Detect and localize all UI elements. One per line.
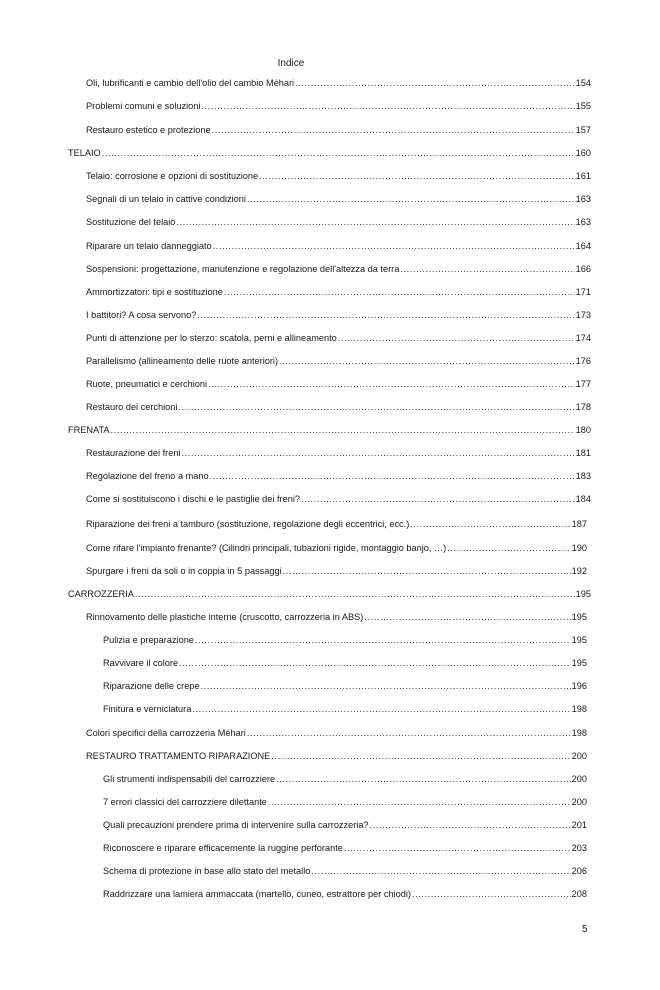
- toc-entry-page: 198: [571, 704, 587, 714]
- toc-entry-page: 200: [571, 774, 587, 784]
- toc-entry: [86, 400, 591, 414]
- toc-leader-dots: [344, 841, 571, 855]
- toc-entry-page: 201: [571, 820, 587, 830]
- toc-entry-page: 173: [575, 310, 591, 320]
- toc-entry: [86, 517, 587, 531]
- toc-entry: [86, 541, 587, 555]
- toc-entry-label: Restauro dei cerchioni: [86, 402, 178, 412]
- toc-leader-dots: [364, 610, 570, 624]
- toc-leader-dots: [201, 679, 571, 693]
- toc-entry-label: Riparare un telaio danneggiato: [86, 241, 212, 251]
- toc-entry: [86, 239, 591, 253]
- toc-entry-label: Come si sostituiscono i dischi e le pastiglie dei freni?: [86, 494, 300, 504]
- toc-entry-label: Riconoscere e riparare efficacemente la ruggine perforante: [103, 843, 343, 853]
- toc-entry: [86, 610, 587, 624]
- toc-entry-page: 206: [571, 866, 587, 876]
- toc-entry-label: Rinnovamento delle plastiche interne (cruscotto, carrozzeria in ABS): [86, 612, 364, 622]
- toc-entry: [103, 656, 587, 670]
- toc-entry: [103, 633, 587, 647]
- toc-entry-label: Punti di attenzione per lo sterzo: scatola, perni e allineamento: [86, 333, 337, 343]
- toc-entry-label: Telaio: corrosione e opzioni di sostituzione: [86, 171, 259, 181]
- toc-entry: [68, 587, 591, 601]
- toc-entry-page: 164: [575, 241, 591, 251]
- toc-entry: [68, 423, 591, 437]
- toc-entry: [103, 772, 587, 786]
- toc-entry-page: 160: [575, 148, 591, 158]
- toc-entry-label: Sostituzione del telaio: [86, 217, 176, 227]
- toc-entry-page: 200: [571, 751, 587, 761]
- toc-title: Indice: [277, 58, 305, 69]
- toc-entry: [86, 308, 591, 322]
- toc-entry-page: 155: [575, 101, 591, 111]
- toc-entry-label: Spurgare i freni da soli o in coppia in 5 passaggi: [86, 566, 282, 576]
- toc-leader-dots: [102, 146, 575, 160]
- toc-entry-label: Quali precauzioni prendere prima di intervenire sulla carrozzeria?: [103, 820, 369, 830]
- toc-entry-label: FRENATA: [68, 425, 110, 435]
- toc-entry-page: 195: [571, 635, 587, 645]
- toc-entry-label: Regolazione del freno a mano: [86, 471, 209, 481]
- toc-entry: [103, 795, 587, 809]
- toc-leader-dots: [111, 423, 575, 437]
- toc-entry: [86, 169, 591, 183]
- toc-leader-dots: [311, 864, 570, 878]
- toc-entry-page: 208: [571, 889, 587, 899]
- toc-entry-label: Restauro estetico e protezione: [86, 125, 211, 135]
- toc-leader-dots: [135, 587, 575, 601]
- toc-leader-dots: [178, 400, 574, 414]
- toc-entry-label: RESTAURO TRATTAMENTO RIPARAZIONE: [86, 751, 271, 761]
- toc-leader-dots: [195, 633, 571, 647]
- toc-entry-page: 176: [575, 356, 591, 366]
- toc-leader-dots: [181, 446, 574, 460]
- toc-entry: [86, 749, 587, 763]
- toc-entry-page: 163: [575, 194, 591, 204]
- toc-entry-label: I battitori? A cosa servono?: [86, 310, 197, 320]
- toc-entry-label: Restaurazione dei freni: [86, 448, 181, 458]
- toc-entry-label: Riparazione delle crepe: [103, 681, 200, 691]
- toc-entry: [68, 146, 591, 160]
- toc-leader-dots: [276, 772, 571, 786]
- toc-entry-label: TELAIO: [68, 148, 101, 158]
- page-number: 5: [582, 924, 588, 935]
- toc-entry-label: Riparazione dei freni a tamburo (sostituzione, regolazione degli eccentrici, ecc.): [86, 519, 410, 529]
- toc-leader-dots: [271, 749, 570, 763]
- toc-entry-label: Ruote, pneumatici e cerchioni: [86, 379, 208, 389]
- toc-entry-page: 161: [575, 171, 591, 181]
- toc-entry-label: Gli strumenti indispensabili del carrozziere: [103, 774, 276, 784]
- toc-leader-dots: [268, 795, 571, 809]
- toc-entry: [86, 564, 587, 578]
- toc-entry-label: CARROZZERIA: [68, 589, 134, 599]
- toc-entry: [103, 864, 587, 878]
- toc-entry-label: Come rifare l'impianto frenante? (Cilindri principali, tubazioni rigide, montaggio banjo, …): [86, 543, 447, 553]
- toc-entry-label: 7 errori classici del carrozziere dilettante: [103, 797, 267, 807]
- toc-entry-label: Finitura e verniciatura: [103, 704, 192, 714]
- toc-entry-page: 203: [571, 843, 587, 853]
- toc-entry-page: 171: [575, 287, 591, 297]
- toc-entry: [103, 702, 587, 716]
- toc-leader-dots: [410, 517, 570, 531]
- toc-entry-page: 187: [571, 519, 587, 529]
- toc-entry-page: 178: [575, 402, 591, 412]
- toc-entry: [103, 841, 587, 855]
- toc-entry-page: 192: [571, 566, 587, 576]
- toc-entry-label: Ammortizzatori: tipi e sostituzione: [86, 287, 223, 297]
- toc-entry-page: 181: [575, 448, 591, 458]
- toc-leader-dots: [197, 308, 574, 322]
- toc-entry: [86, 215, 591, 229]
- toc-entry: [86, 492, 591, 506]
- toc-entry-page: 195: [575, 589, 591, 599]
- toc-entry-page: 174: [575, 333, 591, 343]
- toc-entry-label: Schema di protezione in base allo stato del metallo: [103, 866, 311, 876]
- toc-entry: [86, 446, 591, 460]
- toc-entry-page: 196: [571, 681, 587, 691]
- toc-entry: [86, 76, 591, 90]
- toc-leader-dots: [208, 377, 575, 391]
- toc-entry: [86, 123, 591, 137]
- toc-entry-label: Sospensioni: progettazione, manutenzione e regolazione dell'altezza da terra: [86, 264, 400, 274]
- toc-leader-dots: [279, 354, 575, 368]
- toc-entry: [103, 679, 587, 693]
- toc-entry-label: Raddrizzare una lamiera ammaccata (martello, cuneo, estrattore per chiodi): [103, 889, 411, 899]
- toc-entry-page: 177: [575, 379, 591, 389]
- toc-leader-dots: [201, 99, 574, 113]
- toc-entry: [86, 726, 587, 740]
- toc-leader-dots: [447, 541, 570, 555]
- toc-entry: [86, 192, 591, 206]
- toc-leader-dots: [210, 469, 575, 483]
- toc-leader-dots: [224, 285, 575, 299]
- toc-entry-label: Oli, lubrificanti e cambio dell'olio del cambio Méhari: [86, 78, 295, 88]
- toc-entry-label: Parallelismo (allineamento delle ruote anteriori): [86, 356, 279, 366]
- toc-entry-label: Colori specifici della carrozzeria Méhari: [86, 728, 246, 738]
- toc-entry: [103, 887, 587, 901]
- toc-leader-dots: [338, 331, 575, 345]
- toc-leader-dots: [295, 76, 575, 90]
- toc-leader-dots: [247, 726, 571, 740]
- toc-entry: [86, 99, 591, 113]
- toc-entry-page: 183: [575, 471, 591, 481]
- toc-leader-dots: [212, 123, 575, 137]
- toc-entry: [86, 469, 591, 483]
- toc-entry-page: 198: [571, 728, 587, 738]
- toc-entry: [86, 377, 591, 391]
- toc-entry: [86, 262, 591, 276]
- toc-entry-page: 154: [575, 78, 591, 88]
- toc-entry-label: Ravvivare il colore: [103, 658, 179, 668]
- toc-leader-dots: [247, 192, 575, 206]
- toc-entry-page: 180: [575, 425, 591, 435]
- toc-leader-dots: [412, 887, 571, 901]
- toc-entry: [86, 331, 591, 345]
- toc-entry-page: 157: [575, 125, 591, 135]
- toc-leader-dots: [179, 656, 571, 670]
- toc-entry: [86, 285, 591, 299]
- toc-entry-page: 190: [571, 543, 587, 553]
- toc-entry-page: 163: [575, 217, 591, 227]
- toc-entry-label: Problemi comuni e soluzioni: [86, 101, 201, 111]
- toc-leader-dots: [259, 169, 575, 183]
- toc-leader-dots: [213, 239, 575, 253]
- toc-entry: [86, 354, 591, 368]
- toc-leader-dots: [283, 564, 571, 578]
- toc-entry-page: 184: [575, 494, 591, 504]
- toc-leader-dots: [176, 215, 574, 229]
- toc-entry-page: 195: [571, 612, 587, 622]
- toc-leader-dots: [400, 262, 574, 276]
- toc-leader-dots: [192, 702, 570, 716]
- toc-leader-dots: [370, 818, 571, 832]
- toc-entry-label: Segnali di un telaio in cattive condizioni: [86, 194, 246, 204]
- toc-leader-dots: [301, 492, 575, 506]
- toc-entry: [103, 818, 587, 832]
- toc-entry-page: 166: [575, 264, 591, 274]
- toc-entry-page: 200: [571, 797, 587, 807]
- toc-entry-page: 195: [571, 658, 587, 668]
- toc-entry-label: Pulizia e preparazione: [103, 635, 194, 645]
